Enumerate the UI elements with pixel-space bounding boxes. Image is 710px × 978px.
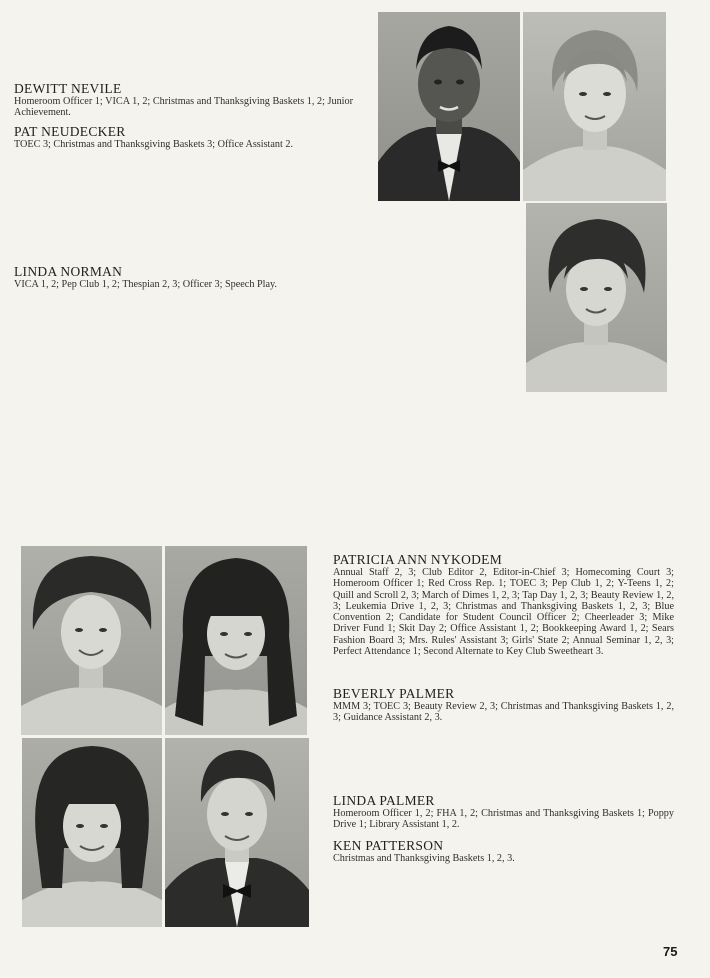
student-activities: TOEC 3; Christmas and Thanksgiving Baskets 3; Office Assistant 2. bbox=[14, 139, 294, 150]
student-activities: Homeroom Officer 1; VICA 1, 2; Christmas and Thanksgiving Baskets 1, 2; Junior Achievement. bbox=[14, 96, 353, 119]
entry-linda-palmer bbox=[333, 793, 674, 831]
student-name: DEWITT NEVILE bbox=[14, 81, 122, 96]
student-name: KEN PATTERSON bbox=[333, 838, 444, 853]
entry-ken-patterson bbox=[333, 838, 674, 864]
student-activities: Homeroom Officer 1, 2; FHA 1, 2; Christmas and Thanksgiving Baskets 1; Poppy Drive 1; Library Assistant 1, 2. bbox=[333, 808, 674, 831]
entry-pat-neudecker bbox=[14, 124, 358, 150]
page-number: 75 bbox=[663, 944, 678, 959]
entry-beverly-palmer bbox=[333, 686, 674, 724]
student-activities: Annual Staff 2, 3; Club Editor 2, Editor-in-Chief 3; Homecoming Court 3; Homeroom Officer 1; Red Cross Rep. 1; TOEC 3; Pep Club 1, 2; Y-Teens 1, 2; Quill and Scroll 2, 3; March of Dimes 1, 2, 3; Tap Day 1, 2, 3; Beauty Review 1, 2, 3; Leukemia Drive 1, 2, 3; Christmas and Thanksgiving Baskets 1, 2, 3; Blue Convention 2; Candidate for Student Council Officer 2; Cheerleader 3; Mike Driver Fund 1; Skit Day 2; Office Assistant 1, 2; Bookkeeping Award 1, 2; Sears Fashion Board 3; Mrs. Rules' Assistant 3; Girls' State 2; Annual Seminar 1, 2, 3; Perfect Attendance 1; Second Alternate to Key Club Sweetheart 3. bbox=[333, 567, 674, 658]
student-activities: VICA 1, 2; Pep Club 1, 2; Thespian 2, 3; Officer 3; Speech Play. bbox=[14, 279, 277, 290]
portrait-beverly-palmer bbox=[165, 546, 307, 735]
student-name: LINDA NORMAN bbox=[14, 264, 123, 279]
portrait-linda-norman bbox=[526, 203, 667, 392]
portrait-dewitt-nevile bbox=[378, 12, 520, 201]
entry-dewitt-nevile bbox=[14, 81, 353, 119]
student-activities: MMM 3; TOEC 3; Beauty Review 2, 3; Christmas and Thanksgiving Baskets 1, 2, 3; Guidance Assistant 2, 3. bbox=[333, 701, 674, 724]
portrait-pat-neudecker bbox=[523, 12, 666, 201]
entry-linda-norman bbox=[14, 264, 358, 290]
portrait-linda-palmer bbox=[22, 738, 162, 927]
student-name: BEVERLY PALMER bbox=[333, 686, 455, 701]
portrait-patricia-ann-nykodem bbox=[21, 546, 162, 735]
portrait-ken-patterson bbox=[165, 738, 309, 927]
student-activities: Christmas and Thanksgiving Baskets 1, 2, 3. bbox=[333, 853, 515, 864]
student-name: PATRICIA ANN NYKODEM bbox=[333, 552, 503, 567]
entry-patricia-ann-nykodem bbox=[333, 552, 674, 657]
student-name: PAT NEUDECKER bbox=[14, 124, 126, 139]
student-name: LINDA PALMER bbox=[333, 793, 435, 808]
